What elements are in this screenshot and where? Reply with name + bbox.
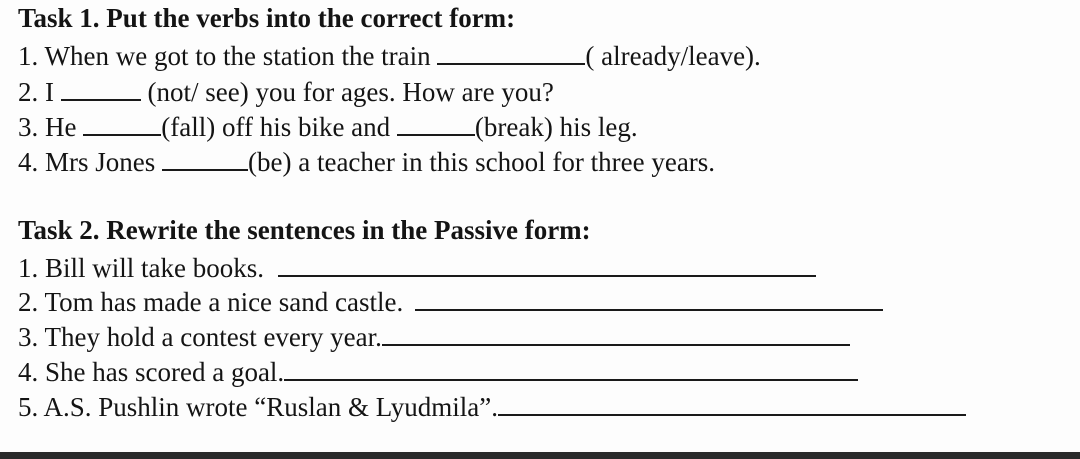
task2-item-5-text: 5. A.S. Pushlin wrote “Ruslan & Lyudmila”.: [18, 392, 498, 422]
task2-item-4: [18, 356, 858, 388]
answer-line[interactable]: [278, 253, 816, 277]
task2-item-5: [18, 391, 966, 423]
answer-blank[interactable]: [397, 112, 475, 136]
task1-item-3-hint-2: (break) his leg.: [474, 112, 638, 142]
task1-heading: Task 1. Put the verbs into the correct form:: [18, 3, 516, 33]
task1-item-2-hint: (not/ see) you for ages. How are you?: [140, 77, 554, 107]
answer-line[interactable]: [415, 287, 883, 311]
task1-item-1-hint: ( already/leave).: [585, 41, 761, 71]
task1-item-3: [18, 111, 638, 143]
task1-item-1-text: 1. When we got to the station the train: [18, 41, 438, 71]
task2-item-2: [18, 286, 883, 318]
task1-item-3-hint-1: (fall) off his bike and: [161, 112, 397, 142]
answer-blank[interactable]: [83, 112, 161, 136]
task1-item-4-text: 4. Mrs Jones: [18, 147, 163, 177]
answer-line[interactable]: [498, 392, 966, 416]
task2-heading: Task 2. Rewrite the sentences in the Passive form:: [18, 215, 591, 245]
task2-item-3-text: 3. They hold a contest every year.: [18, 322, 382, 352]
task1-item-3-text: 3. He: [18, 112, 84, 142]
task2-item-1: [18, 252, 816, 284]
answer-blank[interactable]: [437, 41, 585, 65]
task1-item-4-hint: (be) a teacher in this school for three years.: [248, 147, 716, 177]
task2-item-4-text: 4. She has scored a goal.: [18, 357, 285, 387]
task1-item-2-text: 2. I: [18, 77, 61, 107]
task2-item-3: [18, 321, 850, 353]
page-bottom-edge: [0, 452, 1080, 459]
task1-item-1: [18, 40, 761, 72]
task1-item-2: [18, 76, 554, 108]
answer-line[interactable]: [382, 322, 850, 346]
answer-blank[interactable]: [61, 77, 141, 101]
answer-blank[interactable]: [162, 147, 248, 171]
task2-item-1-text: 1. Bill will take books.: [18, 253, 264, 283]
task2-item-2-text: 2. Tom has made a nice sand castle.: [18, 287, 404, 317]
answer-line[interactable]: [284, 357, 858, 381]
task1-item-4: [18, 146, 715, 178]
